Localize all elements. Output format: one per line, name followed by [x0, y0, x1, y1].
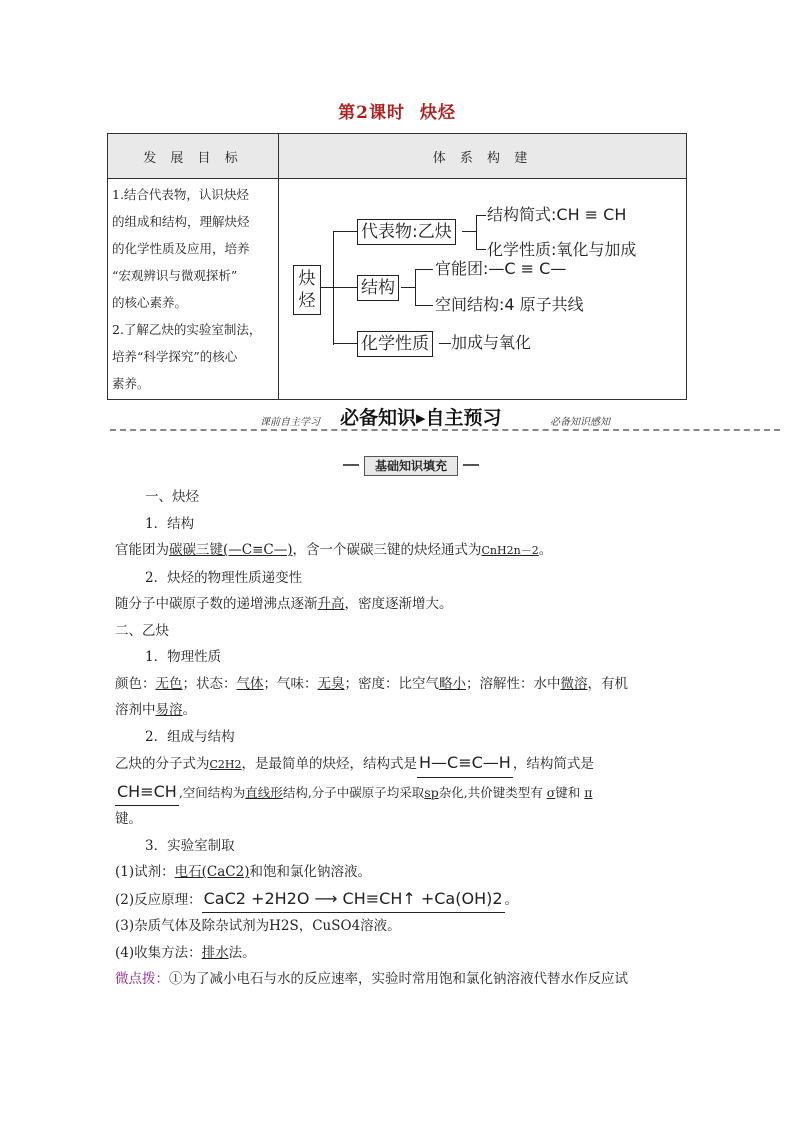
connector-line	[415, 269, 416, 305]
diagram-root	[293, 265, 321, 315]
fill-answer: 直线形	[245, 784, 283, 800]
branch-label: 结构	[361, 278, 395, 298]
text: ，密度逐渐增大。	[344, 596, 453, 612]
text: ；溶解性：水中	[466, 675, 561, 692]
text: ，是最简单的炔烃，结构式是	[241, 756, 418, 772]
fill-answer: CnH2n－2	[481, 544, 539, 557]
connector-line	[333, 287, 357, 288]
text: (4)收集方法：	[115, 944, 202, 961]
text: (2)反应原理：	[115, 891, 202, 908]
goal-line: 素养。	[112, 376, 150, 391]
text: ，含一个碳碳三键的炔烃通式为	[292, 542, 482, 558]
text: 法。	[228, 944, 256, 961]
connector-line	[439, 343, 451, 344]
connector-line	[333, 231, 357, 232]
diagram-branch-structure	[357, 275, 399, 301]
text: 随分子中碳原子数的递增沸点逐渐	[115, 596, 318, 612]
text: ，结构简式是	[512, 756, 594, 772]
diagram-branch-chemistry	[357, 331, 433, 357]
heading-alkyne: 一、炔烃	[145, 489, 199, 505]
badge-wing	[463, 464, 479, 466]
section-badge	[345, 456, 477, 474]
structural-formula: H—C≡C—H	[417, 750, 513, 778]
reaction-equation: CaC2 +2H2O ⟶ CH≡CH↑ +Ca(OH)2	[202, 886, 505, 914]
content-body	[115, 484, 685, 993]
connector-line	[476, 215, 477, 249]
goal-line: 2.了解乙炔的实验室制法，	[112, 322, 262, 337]
paragraph	[115, 591, 685, 618]
text: 结构,分子中碳原子均采取	[282, 784, 425, 800]
paragraph	[115, 750, 685, 779]
paragraph	[115, 966, 685, 993]
fill-answer: 略小	[439, 675, 466, 692]
fill-answer: 气体	[236, 675, 264, 692]
connector-line	[415, 269, 433, 270]
simple-formula: CH≡CH	[115, 779, 179, 807]
goal-line: “宏观辨识与微观探析”	[112, 268, 238, 283]
text: 杂化,共价键类型有	[438, 784, 543, 800]
connector-line	[415, 305, 433, 306]
paragraph	[115, 779, 685, 807]
subheading-physical-trend: 2．炔烃的物理性质递变性	[145, 569, 303, 586]
connector-line	[333, 231, 334, 345]
structure-formula-text: 结构简式:CH ≡ CH	[487, 205, 627, 224]
fill-answer: 无色	[155, 675, 183, 692]
paragraph	[115, 697, 685, 724]
fill-answer: 微溶	[560, 675, 588, 692]
band-left-label: 课前自主学习	[260, 417, 320, 428]
fill-answer: 碳碳三键(—C≡C—)	[169, 542, 293, 558]
text: 和饱和氯化钠溶液。	[249, 864, 371, 880]
text: 颜色：	[115, 675, 156, 692]
subheading-lab-prep: 3．实验室制取	[145, 837, 235, 854]
addition-oxidation-text: 加成与氧化	[451, 333, 532, 352]
text: ；状态：	[182, 675, 237, 692]
chemical-property-text: 化学性质:氧化与加成	[487, 240, 637, 259]
band-right-label: 必备知识感知	[550, 417, 610, 428]
badge-label: 基础知识填充	[364, 456, 458, 476]
paragraph	[115, 886, 685, 914]
fill-answer: 升高	[317, 596, 345, 612]
fill-answer: 无臭	[317, 675, 345, 692]
band-main-title: 必备知识▸自主预习	[340, 407, 502, 429]
fill-answer: 电石(CaC2)	[174, 864, 250, 880]
fill-answer: 易溶	[155, 702, 183, 718]
subheading-composition: 2．组成与结构	[145, 728, 235, 745]
paragraph	[115, 537, 685, 565]
paragraph: 键。	[115, 811, 142, 827]
fill-answer: 排水	[201, 944, 229, 961]
text: 。	[182, 702, 196, 718]
badge-wing	[343, 464, 359, 466]
diagram-cell	[279, 179, 687, 400]
lesson-topic: 炔烃	[419, 103, 456, 123]
text: (1)试剂：	[115, 864, 175, 880]
text: 。	[504, 891, 519, 908]
goal-line: 培养“科学探究”的核心	[112, 349, 238, 364]
text: ①为了减小电石与水的反应速率，实验时常用饱和氯化钠溶液代替水作反应试	[169, 971, 628, 987]
text: 。	[538, 542, 553, 558]
goal-line: 的核心素养。	[112, 295, 188, 310]
connector-line	[333, 343, 357, 344]
branch-label: 化学性质	[361, 334, 429, 354]
section-band	[110, 400, 780, 432]
goal-line: 的化学性质及应用，培养	[112, 241, 250, 256]
lesson-number: 第2课时	[338, 103, 405, 123]
text: 键和	[555, 784, 581, 800]
connector-line	[476, 215, 486, 216]
goal-cell	[108, 179, 279, 400]
connector-line	[462, 231, 476, 232]
heading-acetylene: 二、乙炔	[115, 622, 169, 639]
connector-line	[321, 287, 333, 288]
text: 官能团为	[115, 542, 169, 558]
goal-table	[107, 133, 687, 400]
goal-line: 1.结合代表物，认识炔烃	[112, 187, 249, 202]
diagram-root-label: 炔烃	[298, 269, 316, 311]
connector-line	[476, 249, 486, 250]
goal-header: 发 展 目 标	[108, 134, 279, 179]
divider	[110, 429, 780, 431]
paragraph	[115, 940, 685, 967]
paragraph: (3)杂质气体及除杂试剂为H2S，CuSO4溶液。	[115, 918, 401, 934]
concept-diagram	[279, 179, 686, 397]
functional-group-text: 官能团:—C ≡ C—	[435, 259, 567, 278]
system-header: 体 系 构 建	[279, 134, 687, 179]
text: ；气味：	[263, 675, 318, 692]
fill-answer: σ	[546, 784, 556, 800]
fill-answer: C2H2	[209, 758, 242, 771]
text: 溶剂中	[115, 702, 156, 718]
subheading-physical: 1．物理性质	[145, 649, 222, 665]
text: ,空间结构为	[178, 784, 246, 800]
subheading-structure: 1．结构	[145, 515, 195, 532]
paragraph	[115, 671, 685, 698]
branch-label: 代表物:乙炔	[361, 222, 452, 242]
page-title	[0, 98, 794, 123]
goal-line: 的组成和结构，理解炔烃	[112, 214, 250, 229]
text: ；密度：比空气	[344, 675, 439, 692]
connector-line	[401, 287, 415, 288]
text: 乙炔的分子式为	[115, 756, 210, 772]
fill-answer: sp	[424, 784, 439, 800]
fill-answer: π	[584, 784, 593, 800]
goal-list	[108, 179, 278, 399]
text: ，有机	[587, 675, 628, 692]
spatial-structure-text: 空间结构:4 原子共线	[435, 295, 584, 314]
tip-label: 微点拨：	[115, 971, 169, 987]
paragraph	[115, 859, 685, 886]
diagram-branch-representative	[357, 219, 456, 245]
